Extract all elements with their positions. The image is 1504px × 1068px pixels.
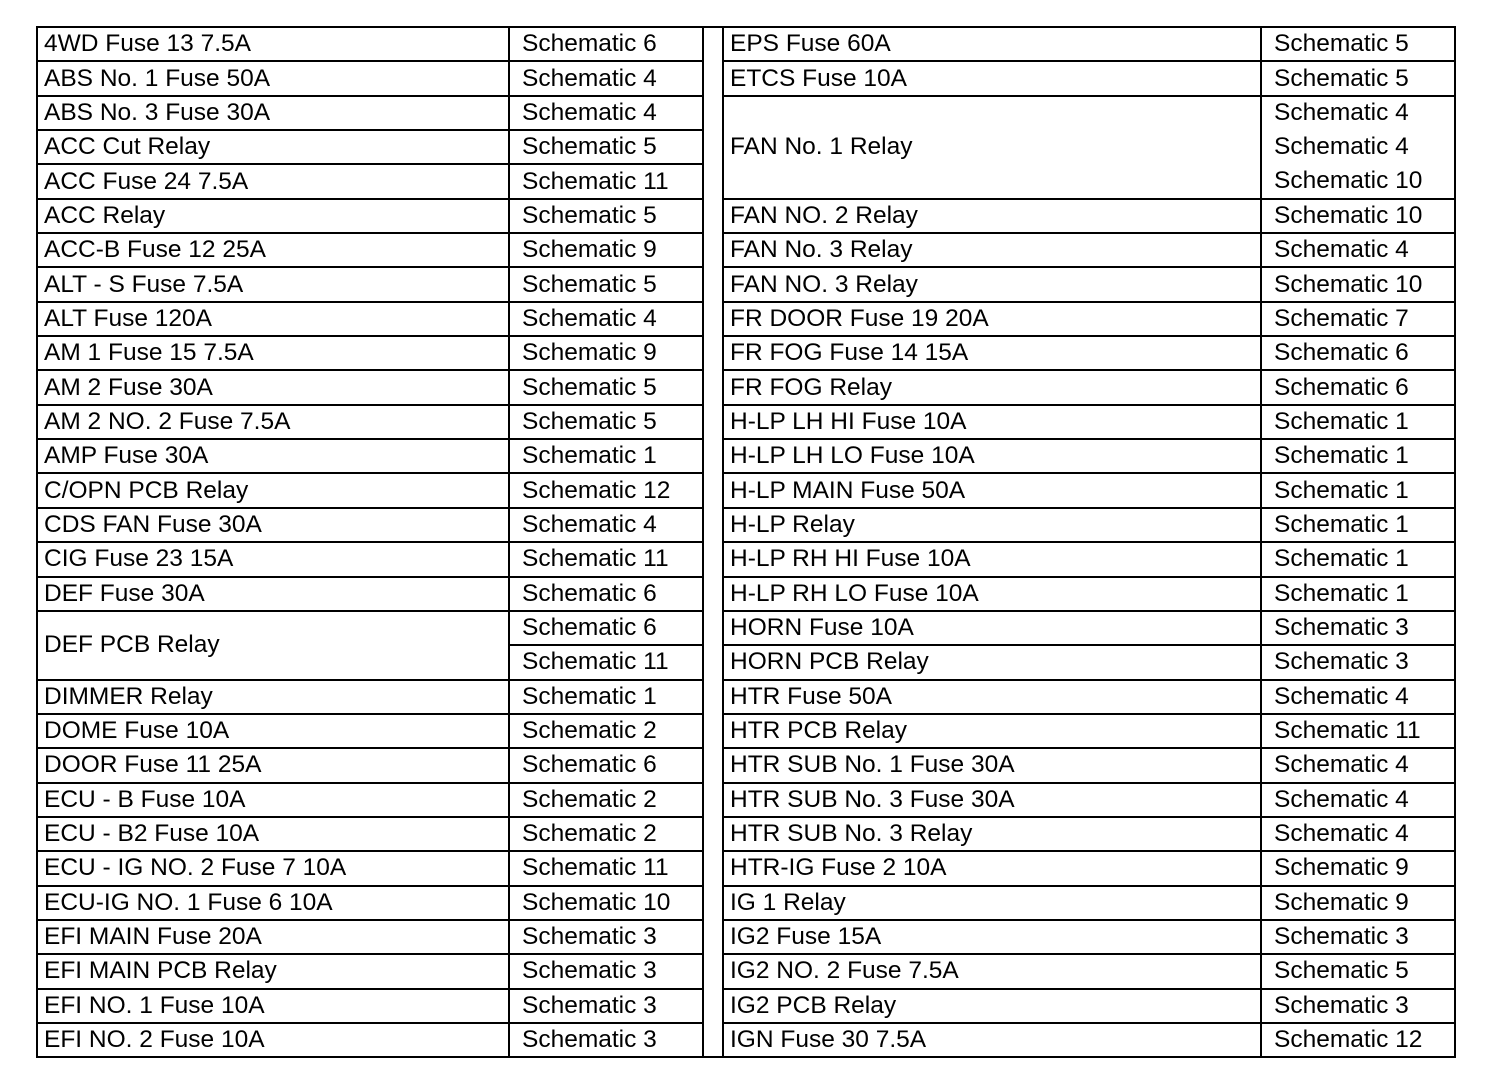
component-name: IGN Fuse 30 7.5A: [723, 1023, 1261, 1057]
schematic-ref: Schematic 3: [1261, 611, 1455, 645]
schematic-ref: Schematic 10: [1261, 267, 1455, 301]
table-row: [37, 954, 1455, 988]
component-name: CIG Fuse 23 15A: [37, 542, 509, 576]
component-name: EFI MAIN Fuse 20A: [37, 920, 509, 954]
column-gap: [703, 645, 723, 679]
schematic-ref: Schematic 1: [509, 439, 703, 473]
schematic-ref: Schematic 12: [1261, 1023, 1455, 1057]
column-gap: [703, 233, 723, 267]
column-gap: [703, 886, 723, 920]
column-gap: [703, 405, 723, 439]
component-name: HTR SUB No. 3 Relay: [723, 817, 1261, 851]
schematic-ref: Schematic 2: [509, 817, 703, 851]
schematic-ref: Schematic 6: [1261, 370, 1455, 404]
table-row: [37, 96, 1455, 130]
schematic-ref: Schematic 11: [509, 851, 703, 885]
component-name: ACC-B Fuse 12 25A: [37, 233, 509, 267]
component-name: HTR SUB No. 3 Fuse 30A: [723, 783, 1261, 817]
component-name: DIMMER Relay: [37, 680, 509, 714]
column-gap: [703, 267, 723, 301]
component-name: DOME Fuse 10A: [37, 714, 509, 748]
schematic-ref: Schematic 3: [1261, 645, 1455, 679]
schematic-ref: Schematic 4: [1261, 96, 1455, 130]
component-name: HORN PCB Relay: [723, 645, 1261, 679]
column-gap: [703, 851, 723, 885]
table-row: [37, 989, 1455, 1023]
table-row: [37, 27, 1455, 61]
column-gap: [703, 336, 723, 370]
column-gap: [703, 783, 723, 817]
schematic-ref: Schematic 11: [509, 164, 703, 198]
component-name: FAN No. 1 Relay: [723, 96, 1261, 199]
table-row: [37, 611, 1455, 645]
schematic-ref: Schematic 9: [1261, 851, 1455, 885]
component-name: H-LP RH LO Fuse 10A: [723, 577, 1261, 611]
table-row: [37, 405, 1455, 439]
column-gap: [703, 714, 723, 748]
column-gap: [703, 508, 723, 542]
schematic-ref: Schematic 11: [509, 645, 703, 679]
component-name: FAN No. 3 Relay: [723, 233, 1261, 267]
component-name: EPS Fuse 60A: [723, 27, 1261, 61]
schematic-ref: Schematic 3: [509, 920, 703, 954]
table-row: [37, 61, 1455, 95]
table-row: [37, 748, 1455, 782]
schematic-ref: Schematic 6: [509, 27, 703, 61]
column-gap: [703, 199, 723, 233]
component-name: DEF Fuse 30A: [37, 577, 509, 611]
schematic-ref: Schematic 3: [1261, 920, 1455, 954]
schematic-ref: Schematic 5: [509, 267, 703, 301]
schematic-ref: Schematic 3: [1261, 989, 1455, 1023]
column-gap: [703, 370, 723, 404]
table-row: [37, 267, 1455, 301]
column-gap: [703, 96, 723, 130]
component-name: H-LP LH HI Fuse 10A: [723, 405, 1261, 439]
component-name: FR FOG Fuse 14 15A: [723, 336, 1261, 370]
component-name: FAN NO. 2 Relay: [723, 199, 1261, 233]
component-name: ALT - S Fuse 7.5A: [37, 267, 509, 301]
column-gap: [703, 611, 723, 645]
component-name: AM 2 NO. 2 Fuse 7.5A: [37, 405, 509, 439]
schematic-ref: Schematic 4: [509, 61, 703, 95]
table-row: [37, 370, 1455, 404]
schematic-ref: Schematic 1: [1261, 542, 1455, 576]
schematic-ref: Schematic 1: [1261, 473, 1455, 507]
schematic-ref: Schematic 2: [509, 783, 703, 817]
component-name: IG 1 Relay: [723, 886, 1261, 920]
schematic-ref: Schematic 1: [1261, 577, 1455, 611]
component-name: H-LP LH LO Fuse 10A: [723, 439, 1261, 473]
table-row: [37, 508, 1455, 542]
component-name: IG2 PCB Relay: [723, 989, 1261, 1023]
schematic-ref: Schematic 5: [1261, 61, 1455, 95]
component-name: 4WD Fuse 13 7.5A: [37, 27, 509, 61]
table-row: [37, 473, 1455, 507]
schematic-ref: Schematic 4: [509, 508, 703, 542]
component-name: AM 2 Fuse 30A: [37, 370, 509, 404]
column-gap: [703, 473, 723, 507]
schematic-ref: Schematic 11: [509, 542, 703, 576]
table-row: [37, 577, 1455, 611]
schematic-ref: Schematic 3: [509, 954, 703, 988]
fuse-relay-index-table: [36, 26, 1456, 1058]
column-gap: [703, 748, 723, 782]
column-gap: [703, 302, 723, 336]
column-gap: [703, 61, 723, 95]
schematic-ref: Schematic 3: [509, 1023, 703, 1057]
component-name: ACC Relay: [37, 199, 509, 233]
schematic-ref: Schematic 4: [1261, 748, 1455, 782]
schematic-ref: Schematic 6: [509, 748, 703, 782]
schematic-ref: Schematic 10: [509, 886, 703, 920]
schematic-ref: Schematic 6: [509, 611, 703, 645]
component-name: DOOR Fuse 11 25A: [37, 748, 509, 782]
component-name: C/OPN PCB Relay: [37, 473, 509, 507]
schematic-ref: Schematic 4: [1261, 783, 1455, 817]
schematic-ref: Schematic 11: [1261, 714, 1455, 748]
table-row: [37, 302, 1455, 336]
schematic-ref: Schematic 5: [509, 370, 703, 404]
table-row: [37, 886, 1455, 920]
component-name: ALT Fuse 120A: [37, 302, 509, 336]
component-name: HTR-IG Fuse 2 10A: [723, 851, 1261, 885]
component-name: CDS FAN Fuse 30A: [37, 508, 509, 542]
component-name: AMP Fuse 30A: [37, 439, 509, 473]
component-name: DEF PCB Relay: [37, 611, 509, 680]
component-name: EFI MAIN PCB Relay: [37, 954, 509, 988]
table-row: [37, 817, 1455, 851]
schematic-ref: Schematic 9: [1261, 886, 1455, 920]
component-name: EFI NO. 2 Fuse 10A: [37, 1023, 509, 1057]
component-name: ACC Cut Relay: [37, 130, 509, 164]
schematic-ref: Schematic 6: [509, 577, 703, 611]
schematic-ref: Schematic 5: [509, 130, 703, 164]
component-name: FR DOOR Fuse 19 20A: [723, 302, 1261, 336]
schematic-ref: Schematic 9: [509, 233, 703, 267]
table-row: [37, 851, 1455, 885]
schematic-ref: Schematic 7: [1261, 302, 1455, 336]
schematic-ref: Schematic 1: [1261, 405, 1455, 439]
table-row: [37, 920, 1455, 954]
component-name: EFI NO. 1 Fuse 10A: [37, 989, 509, 1023]
schematic-ref: Schematic 5: [509, 405, 703, 439]
schematic-ref: Schematic 9: [509, 336, 703, 370]
component-name: ECU-IG NO. 1 Fuse 6 10A: [37, 886, 509, 920]
schematic-ref: Schematic 12: [509, 473, 703, 507]
component-name: H-LP RH HI Fuse 10A: [723, 542, 1261, 576]
table-row: [37, 783, 1455, 817]
schematic-ref: Schematic 4: [509, 302, 703, 336]
table-row: [37, 714, 1455, 748]
table-row: [37, 439, 1455, 473]
column-gap: [703, 680, 723, 714]
component-name: HTR PCB Relay: [723, 714, 1261, 748]
table-row: [37, 233, 1455, 267]
component-name: ECU - B2 Fuse 10A: [37, 817, 509, 851]
schematic-ref: Schematic 4: [1261, 817, 1455, 851]
column-gap: [703, 27, 723, 61]
schematic-ref: Schematic 2: [509, 714, 703, 748]
component-name: FAN NO. 3 Relay: [723, 267, 1261, 301]
column-gap: [703, 542, 723, 576]
component-name: FR FOG Relay: [723, 370, 1261, 404]
table-row: [37, 199, 1455, 233]
schematic-ref: Schematic 4: [509, 96, 703, 130]
table-row: [37, 1023, 1455, 1057]
column-gap: [703, 817, 723, 851]
schematic-ref: Schematic 10: [1261, 199, 1455, 233]
column-gap: [703, 164, 723, 198]
component-name: ABS No. 1 Fuse 50A: [37, 61, 509, 95]
column-gap: [703, 954, 723, 988]
component-name: AM 1 Fuse 15 7.5A: [37, 336, 509, 370]
schematic-ref: Schematic 4: [1261, 233, 1455, 267]
component-name: ETCS Fuse 10A: [723, 61, 1261, 95]
schematic-ref: Schematic 1: [1261, 508, 1455, 542]
component-name: H-LP MAIN Fuse 50A: [723, 473, 1261, 507]
component-name: ECU - B Fuse 10A: [37, 783, 509, 817]
component-name: HTR SUB No. 1 Fuse 30A: [723, 748, 1261, 782]
schematic-ref: Schematic 3: [509, 989, 703, 1023]
schematic-ref: Schematic 5: [1261, 27, 1455, 61]
table-row: [37, 542, 1455, 576]
schematic-ref: Schematic 1: [509, 680, 703, 714]
column-gap: [703, 920, 723, 954]
column-gap: [703, 130, 723, 164]
component-name: H-LP Relay: [723, 508, 1261, 542]
schematic-ref: Schematic 4: [1261, 680, 1455, 714]
component-name: IG2 NO. 2 Fuse 7.5A: [723, 954, 1261, 988]
component-name: IG2 Fuse 15A: [723, 920, 1261, 954]
component-name: ABS No. 3 Fuse 30A: [37, 96, 509, 130]
column-gap: [703, 577, 723, 611]
schematic-ref: Schematic 6: [1261, 336, 1455, 370]
component-name: HORN Fuse 10A: [723, 611, 1261, 645]
component-name: ECU - IG NO. 2 Fuse 7 10A: [37, 851, 509, 885]
schematic-ref: Schematic 4: [1261, 130, 1455, 164]
column-gap: [703, 1023, 723, 1057]
table-row: [37, 680, 1455, 714]
schematic-ref: Schematic 5: [1261, 954, 1455, 988]
column-gap: [703, 989, 723, 1023]
schematic-ref: Schematic 10: [1261, 164, 1455, 198]
component-name: ACC Fuse 24 7.5A: [37, 164, 509, 198]
schematic-ref: Schematic 1: [1261, 439, 1455, 473]
column-gap: [703, 439, 723, 473]
schematic-ref: Schematic 5: [509, 199, 703, 233]
component-name: HTR Fuse 50A: [723, 680, 1261, 714]
table-row: [37, 336, 1455, 370]
